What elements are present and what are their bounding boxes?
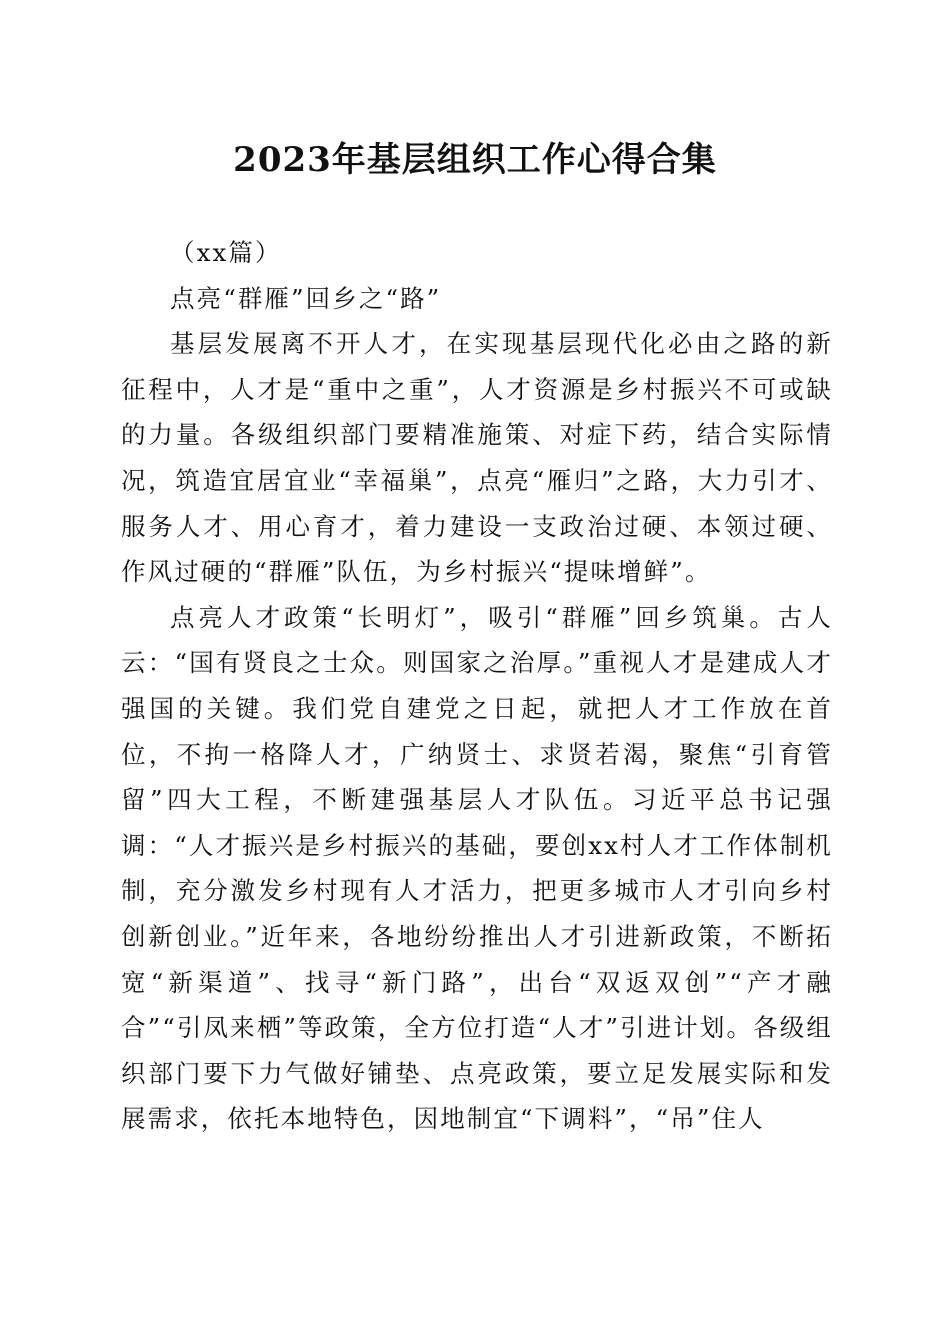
document-title: 2023年基层组织工作心得合集 bbox=[233, 140, 717, 180]
paragraph-count-note: （xx篇） bbox=[170, 238, 282, 267]
paragraph-policy: 点亮人才政策“长明灯”，吸引“群雁”回乡筑巢。古人云：“国有贤良之士众。则国家之治厚。”重视人才是建成人才强国的关键。我们党自建党之日起，就把人才工作放在首位，不拘一格降人才，广纳贤士、求贤若渴，聚焦“引育管留”四大工程，不断建强基层人才队伍。习近平总书记强调：“人才振兴是乡村振兴的基础，要创xx村人才工作体制机制，充分激发乡村现有人才活力，把更多城市人才引向乡村创新创业。”近年来，各地纷纷推出人才引进新政策，不断拓宽“新渠道”、找寻“新门路”，出台“双返双创”“产才融合”“引凤来栖”等政策，全方位打造“人才”引进计划。各级组织部门要下力气做好铺垫、点亮政策，要立足发展实际和发展需求，依托本地特色，因地制宜“下调料”，“吊”住人 bbox=[121, 602, 833, 1134]
section-heading: 点亮“群雁”回乡之“路” bbox=[170, 283, 442, 313]
paragraph-intro: 基层发展离不开人才，在实现基层现代化必由之路的新征程中，人才是“重中之重”，人才资源是乡村振兴不可或缺的力量。各级组织部门要精准施策、对症下药，结合实际情况，筑造宜居宜业“幸福巢”，点亮“雁归”之路，大力引才、服务人才、用心育才，着力建设一支政治过硬、本领过硬、作风过硬的“群雁”队伍，为乡村振兴“提味增鲜”。 bbox=[121, 329, 833, 587]
document-body bbox=[121, 230, 833, 1142]
